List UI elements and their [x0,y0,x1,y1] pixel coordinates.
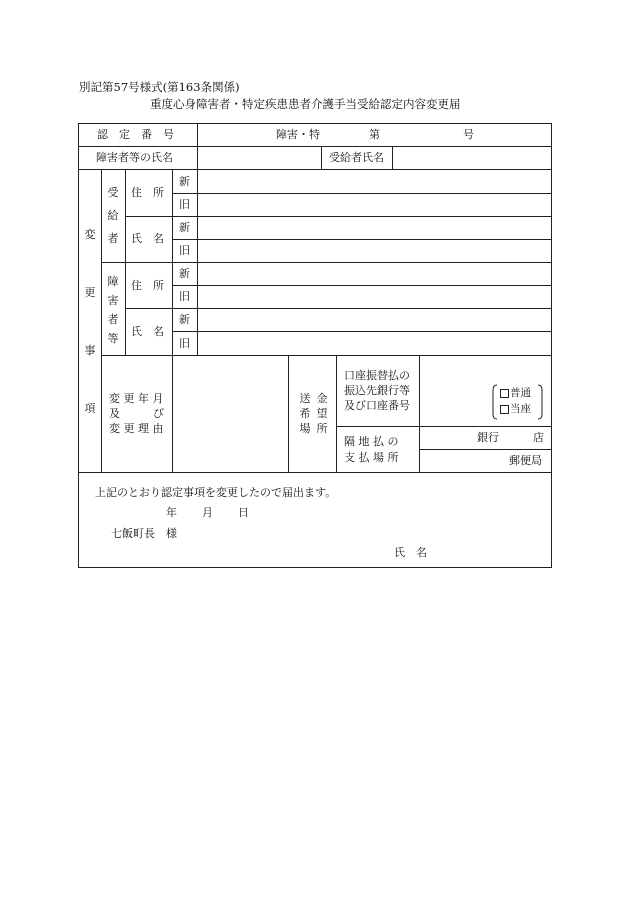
section-label-char: 事 [84,344,96,357]
recipient-name-label: 受給者氏名 [329,151,384,164]
disabled-label-char: 害 [107,294,119,307]
applicant-name-label: 氏 名 [394,546,427,559]
recipient-label-char: 給 [107,209,119,222]
cert-dai: 第 [369,128,380,141]
disabled-label-char: 等 [107,332,119,345]
new-label: 新 [179,313,190,326]
recipient-label-char: 者 [107,232,119,245]
branch-suffix: 店 [533,431,544,444]
old-label: 旧 [179,198,190,211]
addressee: 七飯町長 様 [111,527,177,540]
remote-post-office-field[interactable] [420,450,505,472]
date-field[interactable] [130,503,250,521]
disabled-label-char: 者 [107,313,119,326]
recipient-address-new-field[interactable] [198,170,551,193]
remit-label-char: 場 [299,422,311,435]
date-year-label: 年 [166,506,177,519]
old-label: 旧 [179,337,190,350]
recipient-name-field[interactable] [393,147,551,169]
disabled-address-new-field[interactable] [198,263,551,285]
remit-label-char: 所 [316,422,328,435]
recipient-name-old-field[interactable] [198,240,551,262]
remit-label-char: 送 [299,392,311,405]
post-office-suffix: 郵便局 [509,454,542,467]
bank-suffix: 銀行 [477,431,499,444]
reason-label-line: 変 更 理 由 [109,422,164,435]
bank-label-line: 及び口座番号 [344,399,410,412]
bank-label-line: 口座振替払の [344,369,410,382]
cert-number-field[interactable] [198,124,551,146]
remote-label-line: 支 払 場 所 [344,451,399,464]
form-id: 別記第57号様式(第163条関係) [79,80,240,94]
cert-number-label: 認 定 番 号 [97,128,174,141]
disabled-address-old-field[interactable] [198,286,551,308]
disabled-address-label: 住 所 [131,279,164,292]
section-label-char: 変 [84,228,96,241]
section-label-char: 更 [84,286,96,299]
disabled-name-new-field[interactable] [198,309,551,331]
recipient-name-change-label: 氏 名 [131,232,164,245]
bank-account-field[interactable] [420,356,490,426]
new-label: 新 [179,221,190,234]
remit-label-char: 希 [299,407,311,420]
disabled-name-change-label: 氏 名 [131,325,164,338]
recipient-label-char: 受 [107,186,119,199]
section-label-char: 項 [84,402,96,415]
recipient-address-label: 住 所 [131,186,164,199]
date-day-label: 日 [238,506,249,519]
disabled-name-label: 障害者等の氏名 [96,151,173,164]
recipient-name-new-field[interactable] [198,217,551,239]
bank-label-line: 振込先銀行等 [344,384,410,397]
remit-label-char: 望 [316,407,328,420]
applicant-name-field[interactable] [440,543,545,561]
reason-label-line: 及 び [109,407,164,420]
statement: 上記のとおり認定事項を変更したので届出ます。 [95,486,337,499]
date-month-label: 月 [202,506,213,519]
cert-go: 号 [463,128,474,141]
remote-label-line: 隔 地 払 の [344,435,399,448]
account-type-ordinary-label: 普通 [510,387,531,399]
recipient-address-old-field[interactable] [198,194,551,216]
remit-label-char: 金 [316,392,328,405]
disabled-label-char: 障 [107,275,119,288]
account-type-current-label: 当座 [510,403,531,415]
new-label: 新 [179,267,190,280]
old-label: 旧 [179,244,190,257]
disabled-name-old-field[interactable] [198,332,551,355]
remote-bank-field[interactable] [420,427,475,449]
disabled-name-field[interactable] [198,147,321,169]
old-label: 旧 [179,290,190,303]
reason-label-line: 変 更 年 月 [109,392,164,405]
change-date-reason-field[interactable] [173,356,288,472]
new-label: 新 [179,175,190,188]
form-title: 重度心身障害者・特定疾患患者介護手当受給認定内容変更届 [150,97,461,111]
cert-prefix: 障害・特 [276,128,320,141]
